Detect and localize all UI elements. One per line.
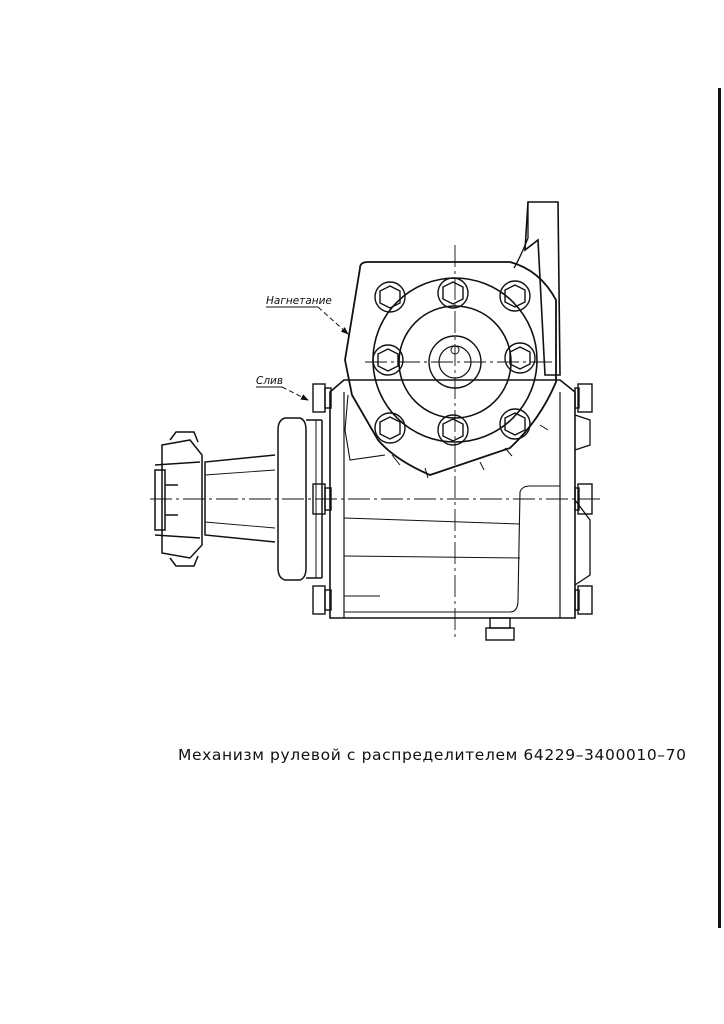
bolt: [373, 345, 403, 375]
bolt: [505, 343, 535, 373]
bolt: [438, 415, 468, 445]
bolt: [438, 278, 468, 308]
callout-pressure: [266, 295, 348, 334]
bolt: [375, 282, 405, 312]
bolt: [375, 413, 405, 443]
callout-drain: [256, 375, 308, 400]
callout-pressure-label: Нагнетание: [266, 295, 332, 307]
side-bolts: [313, 384, 592, 640]
drawing-title: Механизм рулевой с распределителем 64229–3400010–70: [178, 746, 687, 764]
bolt: [500, 409, 530, 439]
bolt: [500, 281, 530, 311]
housing: [330, 202, 590, 618]
callout-drain-label: Слив: [256, 375, 284, 387]
center-lines: [150, 245, 600, 640]
